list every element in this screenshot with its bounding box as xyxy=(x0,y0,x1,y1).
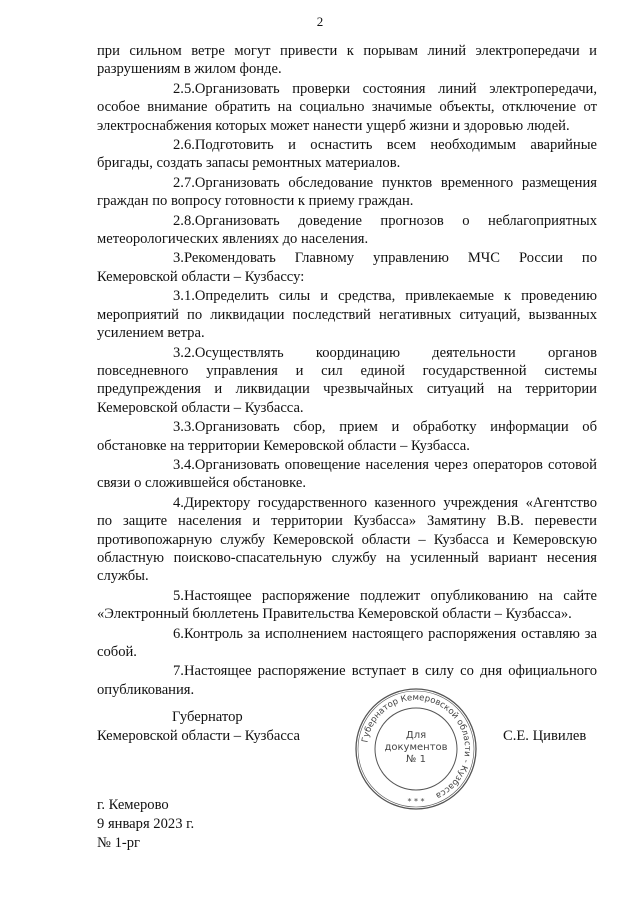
paragraph-text: Настоящее распоряжение вступает в силу со дня официального опубликования. xyxy=(97,663,597,698)
paragraph-number: 3.1. xyxy=(173,288,195,305)
paragraph-text: Подготовить и оснастить всем необходимым аварийные бригады, создать запасы ремонтных материалов. xyxy=(97,137,597,172)
paragraph-number: 7. xyxy=(173,663,184,680)
paragraph xyxy=(97,456,597,493)
paragraph xyxy=(97,662,597,699)
paragraph-text: Организовать доведение прогнозов о неблагоприятных метеорологических явлениях до населения. xyxy=(97,212,597,248)
signature-block xyxy=(0,692,640,845)
stamp-inner-line-3: № 1 xyxy=(406,754,426,765)
stamp-ring-text: Губернатор Кемеровской области - Кузбасса xyxy=(360,692,473,801)
paragraph xyxy=(97,249,597,286)
paragraph xyxy=(97,80,597,135)
paragraph-number: 5. xyxy=(173,587,184,604)
paragraph-text: Настоящее распоряжение подлежит опубликованию на сайте «Электронный бюллетень Правительства Кемеровской области – Кузбасса». xyxy=(97,587,597,623)
paragraph-number: 2.8. xyxy=(173,212,195,229)
official-stamp xyxy=(352,685,480,813)
paragraph xyxy=(97,494,597,586)
paragraph-text: Организовать проверки состояния линий электропередачи, особое внимание обратить на социально значимые объекты, отключение от электроснабжения которых может нанести ущерб жизни и здоровью людей. xyxy=(97,80,597,134)
signer-name: С.Е. Цивилев xyxy=(503,728,587,744)
paragraph-text: Организовать оповещение населения через операторов сотовой связи о сложившейся обстановке. xyxy=(97,456,597,492)
city: г. Кемерово xyxy=(97,797,169,813)
paragraph xyxy=(97,42,597,79)
paragraph-number: 3.3. xyxy=(173,419,195,436)
paragraph-number: 3. xyxy=(173,250,184,267)
paragraph-number: 4. xyxy=(173,494,184,511)
paragraph-number: 2.6. xyxy=(173,137,195,154)
stamp-inner-line-2: документов xyxy=(384,742,448,753)
paragraph xyxy=(97,418,597,455)
paragraph-text: Осуществлять координацию деятельности органов повседневного управления и сил единой государственной системы предупреждения и ликвидации чрезвычайных ситуаций на территории Кемеровской области – Кузбасса. xyxy=(97,344,597,416)
stamp-inner-line-1: Для xyxy=(405,730,427,741)
paragraph xyxy=(97,212,597,249)
date: 9 января 2023 г. xyxy=(97,816,195,832)
paragraph-number: 6. xyxy=(173,625,184,642)
paragraph-number: 3.2. xyxy=(173,344,195,361)
paragraph-text: Организовать сбор, прием и обработку информации об обстановке на территории Кемеровской области – Кузбасса. xyxy=(97,419,597,454)
paragraph-number: 2.5. xyxy=(173,80,195,97)
signer-title-line-2: Кемеровской области – Кузбасса xyxy=(97,728,300,744)
paragraph xyxy=(97,136,597,173)
document-body xyxy=(97,42,597,700)
paragraph-text: Директору государственного казенного учреждения «Агентство по защите населения и территории Кузбасса» Замятину В.В. перевести противопожарную службу Кемеровской области – Кузбасса и Кемеровскую областную поисково-спасательную службу на усиленный вариант несения службы. xyxy=(97,494,597,585)
place-date-number xyxy=(97,796,194,853)
paragraph xyxy=(97,344,597,418)
paragraph-number: 3.4. xyxy=(173,456,195,473)
paragraph-text: Определить силы и средства, привлекаемые к проведению мероприятий по ликвидации последствий негативных ситуаций, вызванных усилением ветра. xyxy=(97,288,597,342)
paragraph-text: Рекомендовать Главному управлению МЧС России по Кемеровской области – Кузбассу: xyxy=(97,250,597,285)
signer-title-line-1: Губернатор xyxy=(172,709,243,725)
paragraph-number: 2.7. xyxy=(173,174,195,191)
document-number: № 1-рг xyxy=(97,835,141,851)
paragraph xyxy=(97,287,597,342)
paragraph-text: Организовать обследование пунктов временного размещения граждан по вопросу готовности к приему граждан. xyxy=(97,174,597,210)
paragraph-text: при сильном ветре могут привести к порывам линий электропередачи и разрушениям в жилом фонде. xyxy=(97,43,597,78)
paragraph xyxy=(97,625,597,662)
paragraph xyxy=(97,587,597,624)
paragraph xyxy=(97,174,597,211)
stamp-stars: * * * xyxy=(407,797,425,806)
paragraph-text: Контроль за исполнением настоящего распоряжения оставляю за собой. xyxy=(97,625,597,660)
page-number: 2 xyxy=(316,14,324,29)
